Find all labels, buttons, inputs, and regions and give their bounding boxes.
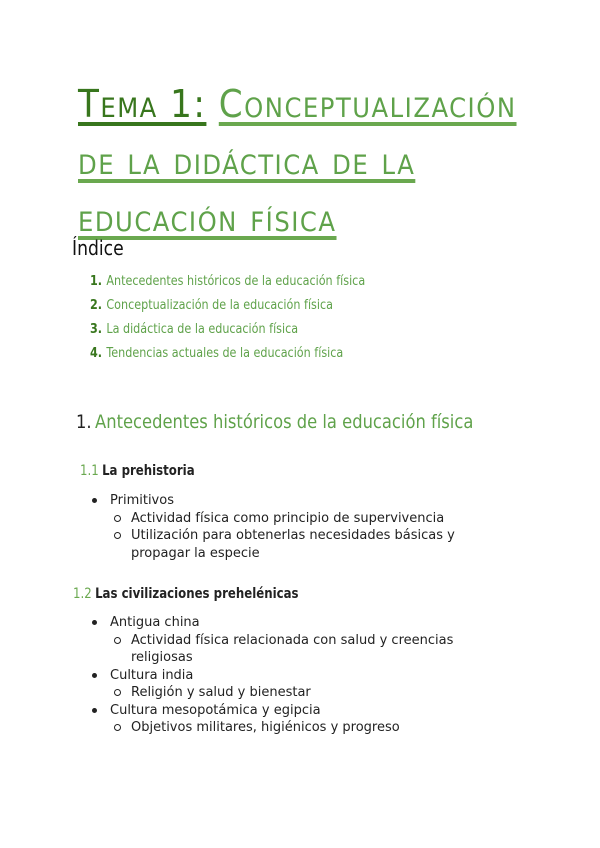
bullet-list: [88, 492, 488, 562]
subsection-number: 1.1: [80, 463, 99, 479]
index-heading: Índice: [72, 236, 124, 260]
section-number: 1.: [76, 411, 92, 433]
sub-list-item-text: Religión y salud y bienestar: [131, 685, 311, 700]
bullet-list: [88, 614, 488, 737]
sub-list-item-text: Actividad física relacionada con salud y creencias religiosas: [131, 632, 454, 665]
list-item: [88, 614, 488, 667]
toc-item[interactable]: [90, 318, 365, 342]
sub-list-item: [110, 719, 488, 737]
subsection-title: La prehistoria: [102, 463, 195, 479]
sub-bullet-list: [110, 632, 488, 667]
subsection-heading: [80, 463, 195, 479]
section-title: Antecedentes históricos de la educación física: [95, 411, 474, 433]
list-item: [88, 667, 488, 702]
toc-item[interactable]: [90, 294, 365, 318]
sub-list-item: [110, 684, 488, 702]
sub-list-item: [110, 510, 488, 528]
toc-item-number: 3.: [90, 322, 103, 337]
toc-item-label: Tendencias actuales de la educación física: [106, 346, 344, 361]
toc-item-number: 2.: [90, 298, 103, 313]
toc-item-number: 1.: [90, 274, 103, 289]
sub-list-item-text: Objetivos militares, higiénicos y progreso: [131, 720, 400, 735]
subsection-title: Las civilizaciones prehelénicas: [95, 586, 299, 602]
sub-list-item: [110, 527, 488, 562]
toc-item[interactable]: [90, 342, 365, 366]
subsection-heading: [73, 586, 299, 602]
document-title: [78, 76, 538, 247]
title-rest: Conceptualización de la didáctica de la educación física: [78, 82, 517, 240]
section-heading: [76, 411, 473, 433]
sub-list-item: [110, 632, 488, 667]
list-item-text: Primitivos: [110, 493, 174, 508]
sub-bullet-list: [110, 719, 488, 737]
list-item: [88, 492, 488, 562]
sub-list-item-text: Actividad física como principio de supervivencia: [131, 510, 445, 526]
sub-bullet-list: [110, 510, 488, 563]
toc-item-label: Antecedentes históricos de la educación física: [106, 274, 366, 289]
list-item-text: Cultura mesopotámica y egipcia: [110, 702, 321, 718]
sub-bullet-list: [110, 684, 488, 702]
toc-item-number: 4.: [90, 346, 103, 361]
toc-item-label: La didáctica de la educación física: [106, 322, 299, 337]
list-item-text: Cultura india: [110, 667, 194, 683]
title-lead: Tema 1:: [78, 82, 207, 126]
table-of-contents: [90, 270, 410, 366]
list-item: [88, 702, 488, 737]
list-item-text: Antigua china: [110, 615, 200, 630]
toc-item[interactable]: [90, 270, 365, 294]
subsection-number: 1.2: [73, 586, 92, 602]
toc-item-label: Conceptualización de la educación física: [106, 298, 333, 313]
sub-list-item-text: Utilización para obtenerlas necesidades básicas y propagar la especie: [131, 528, 455, 561]
